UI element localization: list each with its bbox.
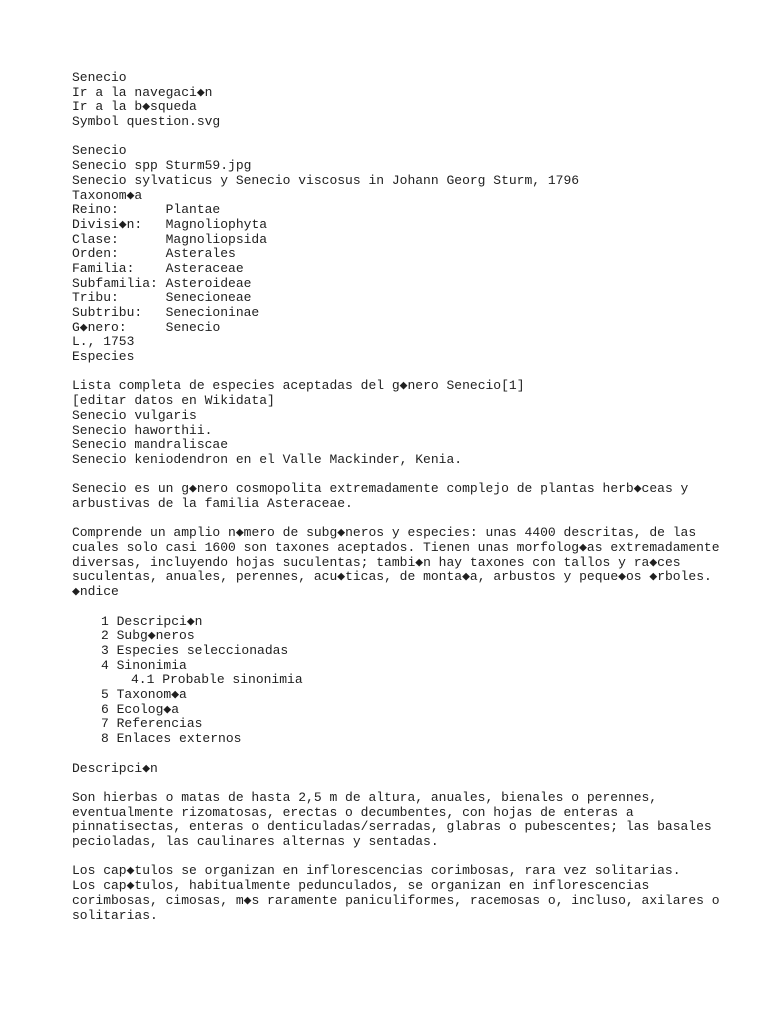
image-caption-haworthii: Senecio haworthii. <box>72 422 213 438</box>
intro-paragraph-1: Senecio es un g◆nero cosmopolita extremadamente complejo de plantas herb◆ceas y arbustivas de la familia Asteraceae. <box>72 481 689 511</box>
spacer <box>72 468 762 483</box>
spacer <box>72 365 762 380</box>
taxobox-title: Senecio <box>72 143 127 159</box>
taxonomy-row-clase: Clase: Magnoliopsida <box>72 231 268 247</box>
skip-to-search-link[interactable]: Ir a la b◆squeda <box>72 99 197 115</box>
image-caption-keniodendron: Senecio keniodendron en el Valle Mackinder, Kenia. <box>72 451 463 467</box>
taxonomy-row-tribu: Tribu: Senecioneae <box>72 290 252 306</box>
taxonomy-row-reino: Reino: Plantae <box>72 202 221 218</box>
image-caption-mandraliscae: Senecio mandraliscae <box>72 437 229 453</box>
spacer <box>72 747 762 762</box>
taxonomy-row-orden: Orden: Asterales <box>72 246 236 262</box>
spacer <box>72 850 762 865</box>
species-heading: Especies <box>72 349 135 365</box>
taxonomy-heading: Taxonom◆a <box>72 187 143 203</box>
document-page <box>72 71 762 923</box>
toc-item-ecologia[interactable]: 6 Ecolog◆a <box>101 701 180 717</box>
species-list-note: Lista completa de especies aceptadas del g◆nero Senecio[1] <box>72 378 525 394</box>
toc-title: ◆ndice <box>72 584 119 600</box>
toc-item-subgeneros[interactable]: 2 Subg◆neros <box>101 628 195 644</box>
toc-item-descripcion[interactable]: 1 Descripci◆n <box>101 613 203 629</box>
spacer <box>72 600 762 615</box>
symbol-question-image-alt: Symbol question.svg <box>72 114 221 130</box>
edit-wikidata-link[interactable]: [editar datos en Wikidata] <box>72 393 275 409</box>
toc-item-referencias[interactable]: 7 Referencias <box>101 716 203 732</box>
page-title: Senecio <box>72 70 127 85</box>
taxobox-image-filename[interactable]: Senecio spp Sturm59.jpg <box>72 158 252 174</box>
taxonomy-row-familia: Familia: Asteraceae <box>72 260 244 276</box>
taxonomy-row-genero: G◆nero: Senecio <box>72 319 221 335</box>
spacer <box>72 776 762 791</box>
taxobox-caption: Senecio sylvaticus y Senecio viscosus in Johann Georg Sturm, 1796 <box>72 172 580 188</box>
toc-item-especies[interactable]: 3 Especies seleccionadas <box>101 642 289 658</box>
description-paragraph-1: Son hierbas o matas de hasta 2,5 m de altura, anuales, bienales o perennes, eventualmente rizomatosas, erectas o decumbentes, con hojas de enteras a pinnatisectas, enteras o denticuladas/serradas, glabras o pubescentes; las basales pecioladas, las caulinares alternas y sentadas. <box>72 789 712 850</box>
toc-item-taxonomia[interactable]: 5 Taxonom◆a <box>101 687 187 703</box>
toc-item-enlaces[interactable]: 8 Enlaces externos <box>101 731 242 747</box>
taxonomy-row-subtribu: Subtribu: Senecioninae <box>72 305 260 320</box>
image-caption-vulgaris: Senecio vulgaris <box>72 407 197 423</box>
spacer <box>72 512 762 527</box>
taxonomy-row-subfamilia: Subfamilia: Asteroideae <box>72 275 252 291</box>
taxonomy-row-division: Divisi◆n: Magnoliophyta <box>72 216 268 232</box>
toc-item-sinonimia[interactable]: 4 Sinonimia <box>101 657 187 673</box>
spacer <box>72 130 762 145</box>
description-paragraph-2: Los cap◆tulos se organizan en inflorescencias corimbosas, rara vez solitarias. Los cap◆tulos, habitualmente pedunculados, se organizan en inflorescencias corimbosas, cimosas, m◆s raramente paniculiformes, racemosas o, incluso, axilares o solitarias. <box>72 863 720 923</box>
toc-subitem-probable-sinonimia[interactable]: 4.1 Probable sinonimia <box>131 672 303 688</box>
section-heading-descripcion: Descripci◆n <box>72 760 158 776</box>
taxonomy-authority: L., 1753 <box>72 334 135 350</box>
intro-paragraph-2: Comprende un amplio n◆mero de subg◆neros y especies: unas 4400 descritas, de las cuales solo casi 1600 son taxones aceptados. Tienen unas morfolog◆as extremadamente diversas, incluyendo hojas suculentas; tambi◆n hay taxones con tallos y ra◆ces suculentas, anuales, perennes, acu◆ticas, de monta◆a, arbustos y peque◆os ◆rboles. <box>72 525 720 585</box>
skip-to-navigation-link[interactable]: Ir a la navegaci◆n <box>72 84 213 100</box>
